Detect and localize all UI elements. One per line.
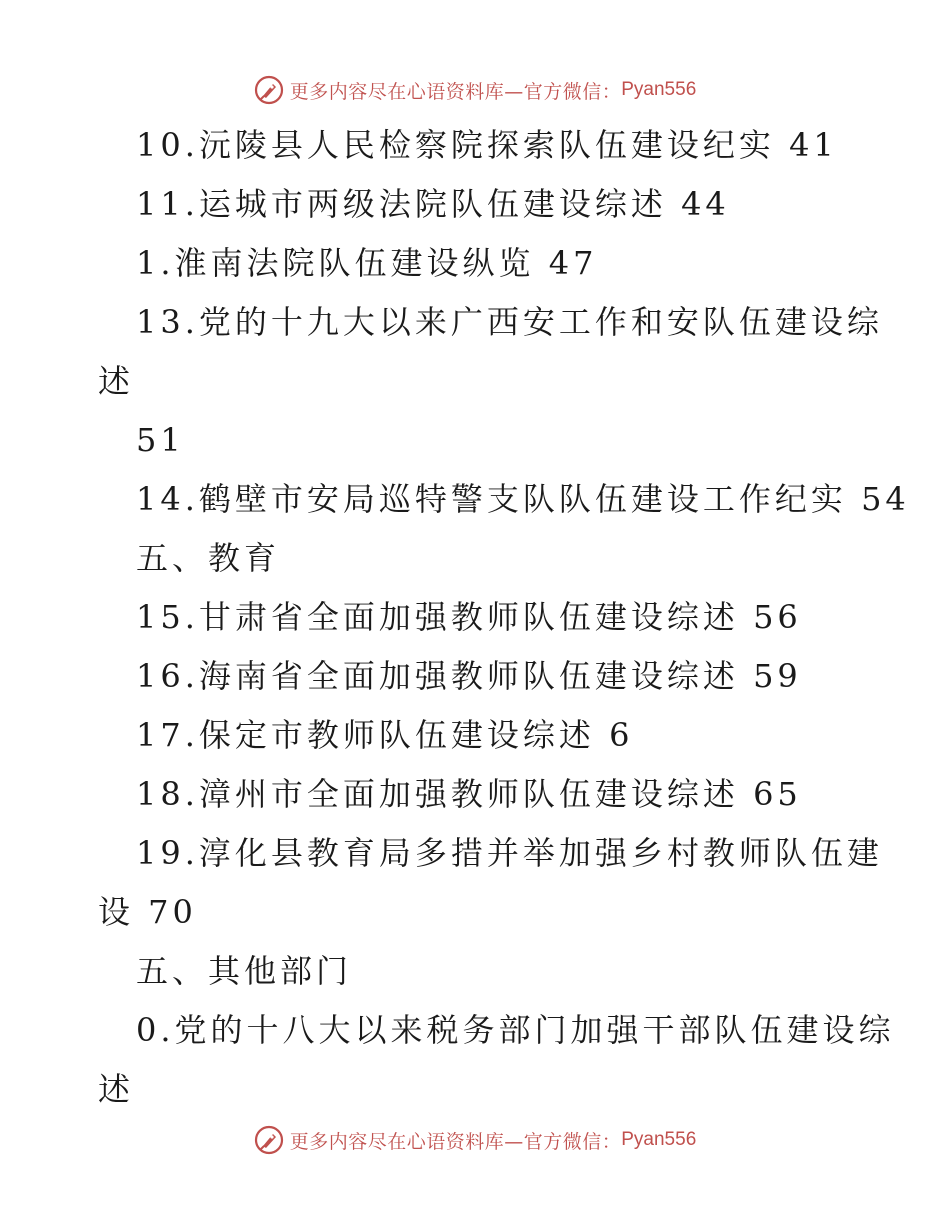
toc-line: 17.保定市教师队伍建设综述 6 <box>136 716 634 754</box>
toc-line: 13.党的十九大以来广西安工作和安队伍建设综 <box>136 303 883 341</box>
toc-line: 10.沅陵县人民检察院探索队伍建设纪实 41 <box>136 126 838 164</box>
footer-watermark <box>0 1120 950 1160</box>
toc-line: 16.海南省全面加强教师队伍建设综述 59 <box>136 657 802 695</box>
toc-line: 15.甘肃省全面加强教师队伍建设综述 56 <box>136 598 802 636</box>
toc-line: 1.淮南法院队伍建设纵览 47 <box>136 244 598 282</box>
toc-line: 0.党的十八大以来税务部门加强干部队伍建设综 <box>136 1011 895 1049</box>
section-heading: 五、其他部门 <box>136 952 353 990</box>
toc-line: 19.淳化县教育局多措并举加强乡村教师队伍建 <box>136 834 883 872</box>
watermark-text: 更多内容尽在心语资料库—官方微信： <box>289 1130 622 1153</box>
toc-line: 11.运城市两级法院队伍建设综述 44 <box>136 185 730 223</box>
toc-line: 51 <box>136 421 185 459</box>
watermark-text: 更多内容尽在心语资料库—官方微信： <box>289 80 622 103</box>
toc-line: 述 <box>98 362 135 400</box>
pen-nib-icon <box>254 75 284 105</box>
pen-nib-icon <box>254 1125 284 1155</box>
toc-line: 14.鹤壁市安局巡特警支队队伍建设工作纪实 54 <box>136 480 910 518</box>
section-heading: 五、教育 <box>136 539 281 577</box>
watermark-handle: Pyan556 <box>621 79 697 100</box>
header-watermark <box>0 70 950 110</box>
watermark-handle: Pyan556 <box>621 1129 697 1150</box>
toc-line: 述 <box>98 1070 135 1108</box>
toc-line: 设 70 <box>98 893 197 931</box>
toc-line: 18.漳州市全面加强教师队伍建设综述 65 <box>136 775 802 813</box>
